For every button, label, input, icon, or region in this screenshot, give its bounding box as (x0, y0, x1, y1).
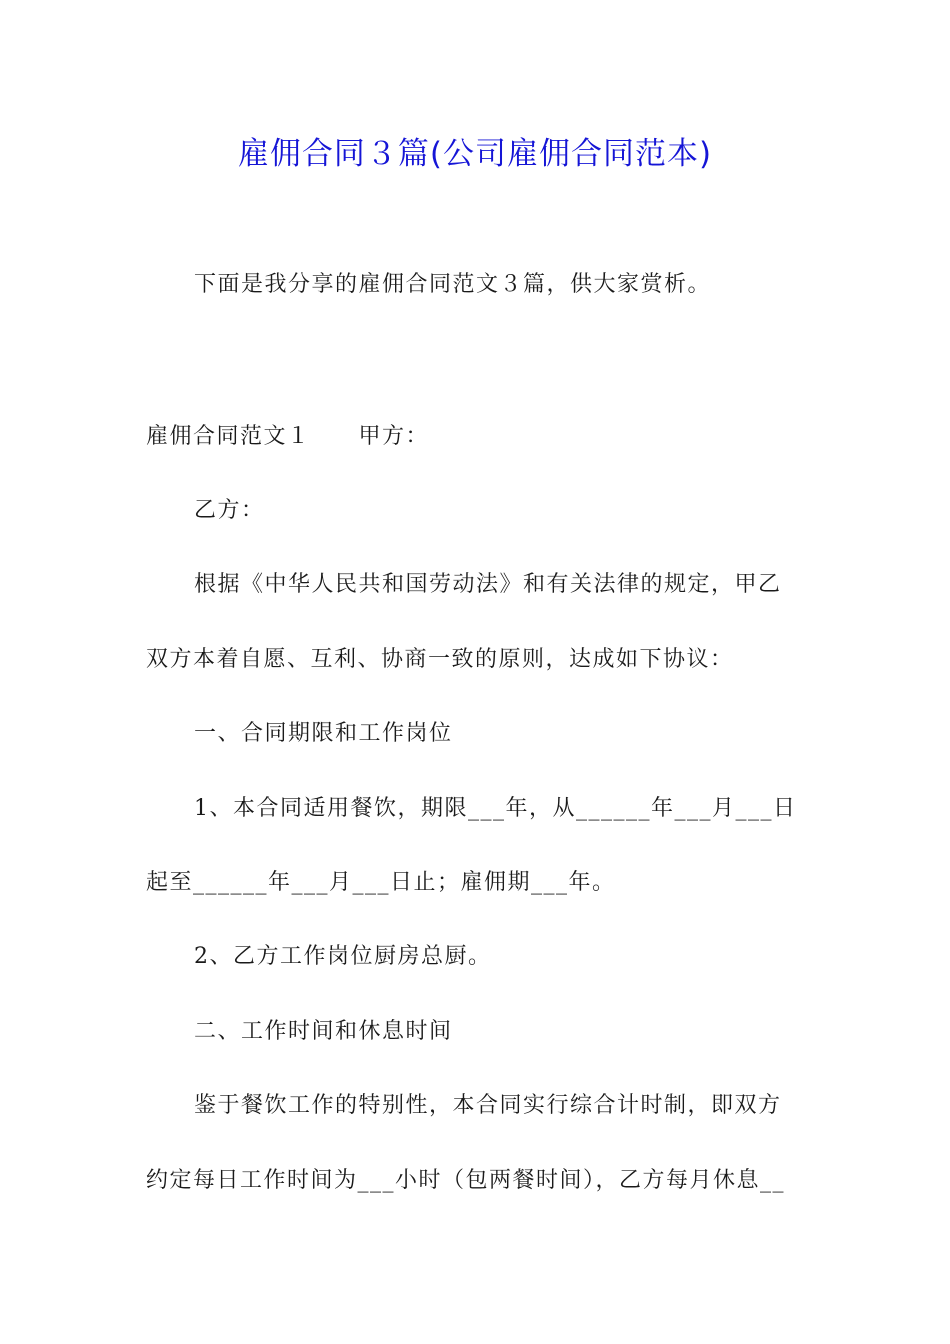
clause-line: 2、乙方工作岗位厨房总厨。 (194, 944, 492, 969)
section-heading-2: 二、工作时间和休息时间 (194, 1019, 453, 1044)
section-heading-line (146, 422, 429, 452)
paragraph-line: 根据《中华人民共和国劳动法》和有关法律的规定，甲乙 (194, 572, 782, 597)
section-heading: 雇佣合同范文１ (146, 424, 311, 449)
document-title: 雇佣合同３篇(公司雇佣合同范本) (237, 136, 713, 172)
paragraph-line: 鉴于餐饮工作的特别性，本合同实行综合计时制，即双方 (194, 1093, 782, 1118)
party-b-label: 乙方： (194, 498, 265, 523)
party-a-label: 甲方： (358, 424, 430, 449)
paragraph-line: 约定每日工作时间为___小时（包两餐时间），乙方每月休息__ (146, 1168, 786, 1193)
clause-line: 1、本合同适用餐饮，期限___年，从______年___月___日 (194, 796, 797, 821)
paragraph-line: 双方本着自愿、互利、协商一致的原则，达成如下协议： (146, 647, 734, 672)
section-heading-1: 一、合同期限和工作岗位 (194, 721, 453, 746)
clause-line: 起至______年___月___日止；雇佣期___年。 (146, 870, 616, 895)
intro-paragraph: 下面是我分享的雇佣合同范文３篇，供大家赏析。 (194, 272, 712, 297)
